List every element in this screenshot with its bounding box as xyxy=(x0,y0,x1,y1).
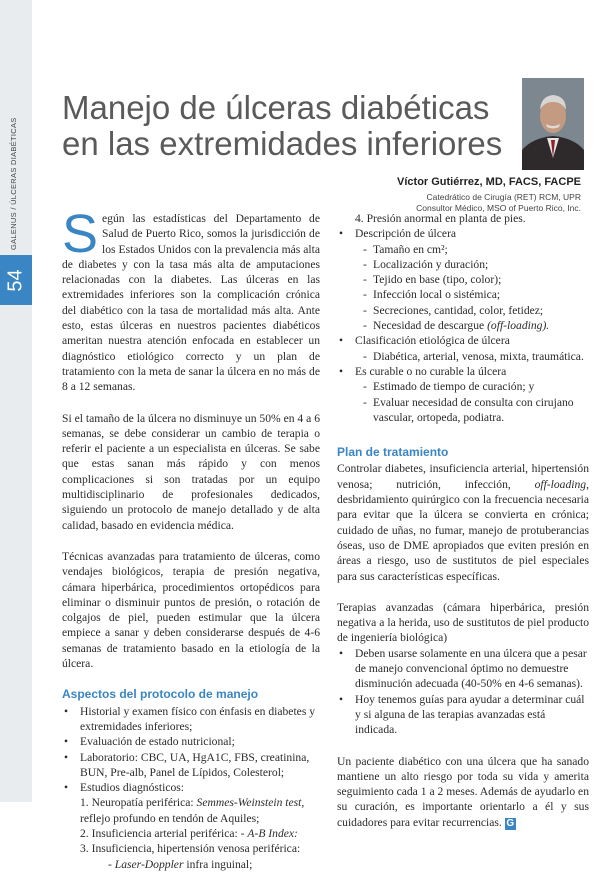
article-title xyxy=(62,90,522,162)
final-paragraph: Un paciente diabético con una úlcera que ha sanado mantiene un alto riesgo por toda su vida y amerita seguimiento cada 1 a 2 meses. Además de ayudarlo en su curación, es importante orientarlo a él y sus cuidadores para evitar recurrencias. G xyxy=(337,754,589,829)
list-item: • Laboratorio: CBC, UA, HgA1C, FBS, creatinina, BUN, Pre-alb, Panel de Lípidos, Colesterol; xyxy=(62,750,320,781)
list-item: • Evaluación de estado nutricional; xyxy=(62,734,320,749)
portrait-image xyxy=(522,78,584,170)
sub-item: - Tamaño en cm²; xyxy=(355,242,589,257)
sub-list xyxy=(355,349,589,364)
list-item: • Historial y examen físico con énfasis en diabetes y extremidades inferiores; xyxy=(62,704,320,735)
section-heading-protocolo: Aspectos del protocolo de manejo xyxy=(62,687,259,702)
author-photo xyxy=(522,78,584,170)
list-item: • Descripción de úlcera - Tamaño en cm²; - Localización y duración; - Tejido en base (tipo, color); - Infección local o sistémica; - Secreciones, cantidad, color, fetidez; - Necesidad de descargue (off-loading). xyxy=(337,226,589,333)
sub-item: - Necesidad de descargue (off-loading). xyxy=(355,318,589,333)
sub-item: - Diabética, arterial, venosa, mixta, traumática. xyxy=(355,349,589,364)
sub-list xyxy=(355,242,589,334)
sub-item: - Evaluar necesidad de consulta con cirujano vascular, ortopeda, podiatra. xyxy=(355,395,589,426)
title-line-2: en las extremidades inferiores xyxy=(62,125,503,162)
author-block xyxy=(397,176,581,213)
right-column xyxy=(337,211,589,846)
list-item: • Estudios diagnósticos: xyxy=(62,780,320,795)
paragraph-3: Técnicas avanzadas para tratamiento de úlceras, como vendajes biológicos, terapia de presión negativa, cámara hiperbárica, procedimientos ortopédicos para eliminar o disminuir puntos de presión, o rotación de colgajos de piel, pueden estimular que la úlcera empiece a sanar y deben considerarse después de 4-6 semanas de tratamiento basado en la etiología de la úlcera. xyxy=(62,549,320,671)
author-cred-2: Consultor Médico, MSO of Puerto Rico, Inc. xyxy=(416,202,581,213)
intro-paragraph xyxy=(62,204,320,395)
diagnostic-item: 1. Neuropatía periférica: Semmes-Weinstein test, reflejo profundo en tendón de Aquiles; xyxy=(80,796,305,825)
author-cred-1: Catedrático de Cirugía (RET) RCM, UPR xyxy=(426,192,581,202)
section-label: GALENUS / ÚLCERAS DIABÉTICAS xyxy=(9,117,18,250)
protocol-list xyxy=(62,704,320,796)
sub-item: - Localización y duración; xyxy=(355,257,589,272)
diagnostic-item: 3. Insuficiencia, hipertensión venosa periférica: - Laser-Doppler infra inguinal; xyxy=(80,842,301,871)
author-name: Víctor Gutiérrez, MD, FACS, FACPE xyxy=(397,176,581,188)
sub-list xyxy=(355,379,589,425)
diagnostic-item-4: 4. Presión anormal en planta de pies. xyxy=(355,212,526,225)
sub-item: - Infección local o sistémica; xyxy=(355,287,589,302)
section-heading-plan: Plan de tratamiento xyxy=(337,445,449,460)
author-credentials xyxy=(397,192,581,213)
end-mark-icon: G xyxy=(506,817,515,829)
page-number-tab xyxy=(0,255,32,305)
left-column xyxy=(62,204,320,872)
diagnostic-item: 2. Insuficiencia arterial periférica: - A-B Index: xyxy=(80,826,298,840)
therapies-list xyxy=(337,646,589,738)
title-line-1: Manejo de úlceras diabéticas xyxy=(62,89,490,126)
paragraph-2: Si el tamaño de la úlcera no disminuye un 50% en 4 a 6 semanas, se debe considerar un cambio de terapia o referir el paciente a un especialista en úlceras. Se sabe que estas sanan más rápido y con menos complicaciones si son tratadas por un equipo multidisciplinario de profesionales dedicados, siguiendo un protocolo de manejo detallado y de alta calidad, basado en evidencia médica. xyxy=(62,411,320,532)
list-item: • Deben usarse solamente en una úlcera que a pesar de manejo convencional óptimo no demuestre disminución adecuada (40-50% en 4-6 semanas). xyxy=(337,646,589,692)
sub-item: - Estimado de tiempo de curación; y xyxy=(355,379,589,394)
list-item: • Clasificación etiológica de úlcera - Diabética, arterial, venosa, mixta, traumática. xyxy=(337,333,589,364)
list-item: • Hoy tenemos guías para ayudar a determinar cuál y si alguna de las terapias avanzadas está indicada. xyxy=(337,692,589,738)
plan-paragraph: Controlar diabetes, insuficiencia arterial, hipertensión venosa; nutrición, infección, off-loading, desbridamiento quirúrgico con la frecuencia necesaria para evitar que la úlcera se convierta en crónica; cuidado de uñas, no fumar, manejo de protuberancias óseas, uso de DME apropiados que eviten presión en áreas a riesgo, uso de sustitutos de piel especiales para sus características específicas. xyxy=(337,462,589,583)
page-number: 54 xyxy=(4,268,27,292)
diagnostic-list xyxy=(62,795,320,871)
sub-item: - Secreciones, cantidad, color, fetidez; xyxy=(355,303,589,318)
intro-text: egún las estadísticas del Departamento de Salud de Puerto Rico, somos la jurisdicción de los Estados Unidos con la prevalencia más alta de diabetes y con la tasa más alta de amputaciones relacionadas con la diabetes. Las úlceras en las extremidades inferiores son la complicación crónica del diabético con la tasa de mortalidad más alta. Ante esto, estas úlceras en nuestros pacientes diabéticos ameritan nuestra atención enfocada en establecer un diagnóstico etiológico correcto y un plan de tratamiento con la meta de sanar la úlcera en no más de 8 a 12 semanas. xyxy=(62,212,320,394)
list-item: • Es curable o no curable la úlcera - Estimado de tiempo de curación; y - Evaluar necesidad de consulta con cirujano vascular, ortopeda, podiatra. xyxy=(337,364,589,425)
evaluation-list xyxy=(337,226,589,425)
drop-cap: S xyxy=(62,204,99,264)
sub-item: - Tejido en base (tipo, color); xyxy=(355,272,589,287)
therapies-paragraph: Terapias avanzadas (cámara hiperbárica, presión negativa a la herida, uso de sustitutos de piel producto de ingeniería biológica) xyxy=(337,600,589,645)
